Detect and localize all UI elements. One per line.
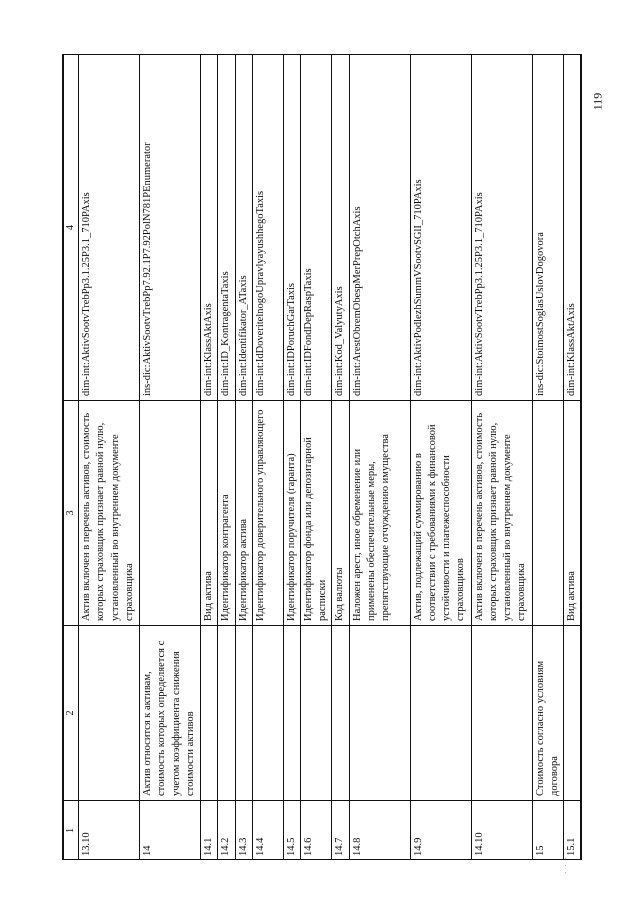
row-code: dim-int:Identifikator_ATaxis [235,55,252,401]
header-col-3: 3 [64,401,79,626]
row-number: 14.4 [252,801,283,861]
table-header-row [64,55,79,861]
row-number: 14.1 [201,801,218,861]
row-description: Идентификатор актива [235,401,252,626]
row-code: dim-int:Kod_ValyutyAxis [332,55,349,401]
table-row [410,55,471,861]
row-code: ins-dic:AktivSootvTrebPp7.92.1P7.92PolN781PEnumerator [140,55,201,401]
row-number: 14.7 [332,801,349,861]
header-col-1: 1 [64,801,79,861]
page-number: 119 [590,92,605,111]
row-group-label [301,626,332,801]
row-description [140,401,201,626]
row-code: dim-int:ID_KontragentaTaxis [218,55,235,401]
row-description: Актив, подлежащий суммированию в соответствии с требованиями к финансовой устойчивости и платежеспособности страховщиков [410,401,471,626]
row-description: Идентификатор доверительного управляющего [252,401,283,626]
table-row [301,55,332,861]
header-col-2: 2 [64,626,79,801]
header-col-4: 4 [64,55,79,401]
row-code: ins-dic:StoimostSoglasUslovDogovora [532,55,563,401]
row-code: dim-int:ArestObremObespMerPrepOtchAxis [349,55,410,401]
row-group-label [283,626,300,801]
row-description: Идентификатор контрагента [218,401,235,626]
row-number: 14.6 [301,801,332,861]
row-code: dim-int:IdDoveritelnogoUpravlyayushhegoTaxis [252,55,283,401]
row-number: 14.2 [218,801,235,861]
table-row [532,55,563,861]
table-row [471,55,532,861]
row-description: Актив включен в перечень активов, стоимость которых страховщик признает равной нулю, установленный во внутреннем документе страховщика [79,401,140,626]
data-table [63,54,581,860]
row-description: Идентификатор фонда или депозитарной расписки [301,401,332,626]
row-code: dim-int:AktivSootvTrebPp3.1.25P3.1_710PAxis [471,55,532,401]
row-code: dim-int:AktivSootvTrebPp3.1.25P3.1_710PAxis [79,55,140,401]
row-number: 14.8 [349,801,410,861]
row-group-label [201,626,218,801]
row-code: dim-int:KlassAktAxis [201,55,218,401]
row-group-label: Стоимость согласно условиям договора [532,626,563,801]
row-description: Код валюты [332,401,349,626]
row-group-label [235,626,252,801]
rotated-table-wrapper [63,55,582,860]
row-group-label [471,626,532,801]
row-code: dim-int:KlassAktAxis [564,55,581,401]
row-code: dim-int:IDPoruchGarTaxis [283,55,300,401]
row-code: dim-int:IDFondDepRaspTaxis [301,55,332,401]
table-row [79,55,140,861]
row-group-label [564,626,581,801]
row-number: 15.1 [564,801,581,861]
row-group-label: Актив относится к активам, стоимость которых определяется с учетом коэффициента снижения стоимости активов [140,626,201,801]
row-group-label [332,626,349,801]
row-code: dim-int:AktivPodlezhSummVSootvSGlI_710PAxis [410,55,471,401]
row-number: 13.10 [79,801,140,861]
table-row [564,55,581,861]
row-number: 14.5 [283,801,300,861]
table-row [349,55,410,861]
table-row [218,55,235,861]
row-group-label [410,626,471,801]
row-description: Актив включен в перечень активов, стоимость которых страховщик признает равной нулю, установленный во внутреннем документе страховщика [471,401,532,626]
table-row [235,55,252,861]
row-group-label [218,626,235,801]
document-sheet [62,54,582,860]
row-group-label [349,626,410,801]
row-number: 14 [140,801,201,861]
row-description: Наложен арест, иное обременение или применены обеспечительные меры, препятствующие отчуждению имущества [349,401,410,626]
row-description [532,401,563,626]
row-group-label [252,626,283,801]
row-number: 15 [532,801,563,861]
table-row [252,55,283,861]
row-description: Вид актива [564,401,581,626]
scan-artifact: · · · [560,855,571,875]
row-description: Вид актива [201,401,218,626]
row-number: 14.9 [410,801,471,861]
table-row [201,55,218,861]
row-description: Идентификатор поручителя (гаранта) [283,401,300,626]
row-number: 14.3 [235,801,252,861]
table-row [140,55,201,861]
row-number: 14.10 [471,801,532,861]
row-group-label [79,626,140,801]
table-row [332,55,349,861]
table-row [283,55,300,861]
